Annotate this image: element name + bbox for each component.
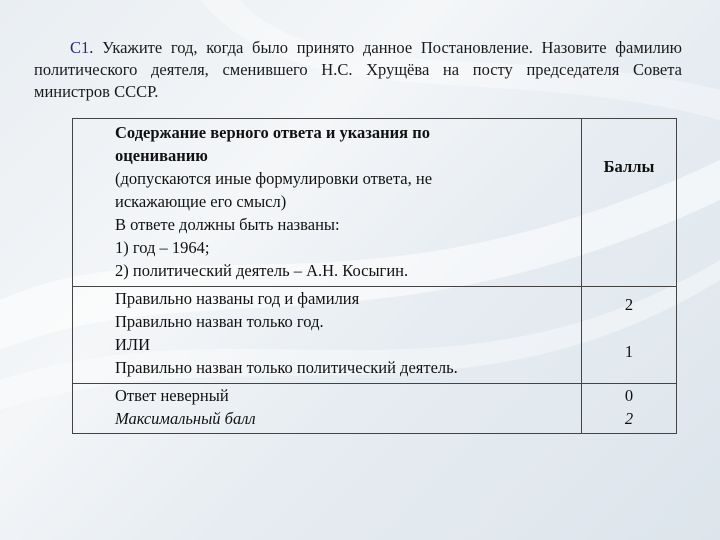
- final-score-cell: [582, 384, 677, 434]
- row3-text: Ответ неверный: [115, 386, 229, 405]
- row2-line1: Правильно назван только год.: [115, 312, 324, 331]
- header-title-line1: Содержание верного ответа и указания по: [115, 123, 430, 142]
- row3-score: 0: [624, 386, 634, 405]
- question-text: [34, 37, 682, 103]
- header-item1: 1) год – 1964;: [115, 238, 210, 257]
- header-title-line2: оцениванию: [115, 146, 208, 165]
- row2-score: 1: [624, 342, 634, 361]
- table-row: [73, 287, 677, 384]
- criteria-cell: [73, 287, 582, 384]
- final-cell: [73, 384, 582, 434]
- table-header-row: [73, 119, 677, 287]
- question-body: . Укажите год, когда было принято данное Постановление. Назовите фамилию политического деятеля, сменившего Н.С. Хрущёва на посту председателя Совета министров СССР.: [34, 38, 682, 101]
- header-content-cell: [73, 119, 582, 287]
- criteria-score-cell: [582, 287, 677, 384]
- header-note-line1: (допускаются иные формулировки ответа, не: [115, 169, 433, 188]
- header-item2: 2) политический деятель – А.Н. Косыгин.: [115, 261, 409, 280]
- scoring-table: [72, 118, 677, 434]
- row2-line3: Правильно назван только политический деятель.: [115, 358, 458, 377]
- table-row: [73, 384, 677, 434]
- max-score-label: Максимальный балл: [115, 409, 256, 428]
- question-number: С1: [70, 38, 90, 57]
- score-column-label: Баллы: [603, 157, 655, 176]
- row1-score: 2: [624, 295, 634, 314]
- row1-text: Правильно названы год и фамилия: [115, 289, 360, 308]
- max-score-value: 2: [624, 409, 634, 428]
- header-must-named: В ответе должны быть названы:: [115, 215, 340, 234]
- header-score-cell: [582, 119, 677, 287]
- header-note-line2: искажающие его смысл): [115, 192, 287, 211]
- row2-line2: ИЛИ: [115, 335, 151, 354]
